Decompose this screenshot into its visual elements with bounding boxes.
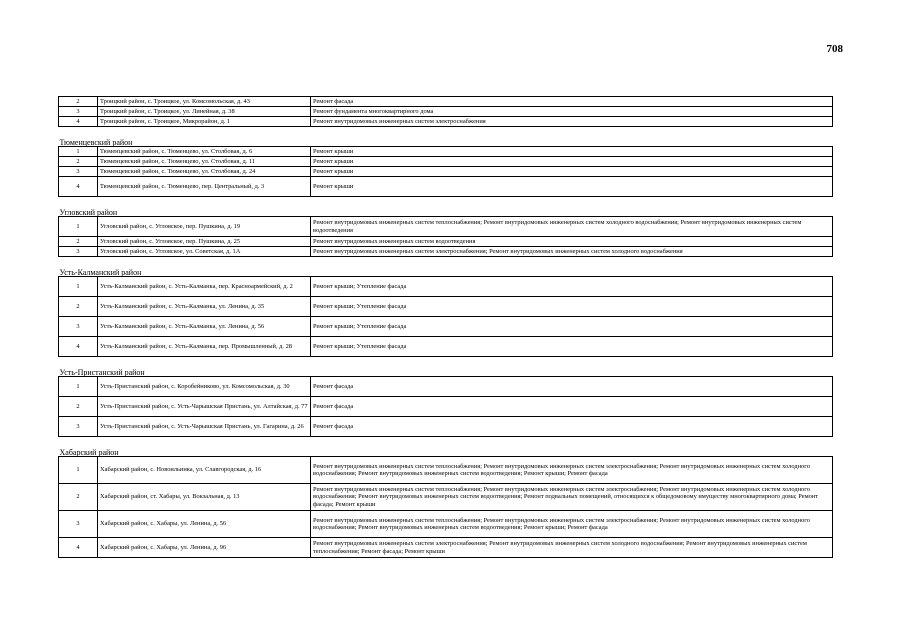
row-address: Троицкий район, с. Троицкое, Микрорайон, д. 1 — [98, 117, 311, 127]
table-row — [59, 97, 833, 107]
row-address: Тюменцевский район, с. Тюменцево, пер. Центральный, д. 3 — [98, 177, 311, 197]
region-header — [59, 437, 833, 457]
row-address: Хабарский район, ст. Хабары, ул. Вокзальная, д. 13 — [98, 484, 311, 511]
row-work: Ремонт фасада — [311, 377, 833, 397]
row-number: 3 — [59, 511, 98, 538]
row-address: Угловский район, с. Угловское, ул. Советская, д. 1А — [98, 247, 311, 257]
table-row — [59, 511, 833, 538]
row-number: 1 — [59, 277, 98, 297]
row-work: Ремонт крыши; Утепление фасада — [311, 277, 833, 297]
row-address: Хабарский район, с. Новоильинка, ул. Славгородская, д. 16 — [98, 457, 311, 484]
row-number: 1 — [59, 377, 98, 397]
row-work: Ремонт крыши — [311, 147, 833, 157]
page-number: 708 — [826, 43, 843, 55]
table-row — [59, 177, 833, 197]
table-row — [59, 247, 833, 257]
row-work: Ремонт фасада — [311, 397, 833, 417]
row-work: Ремонт крыши; Утепление фасада — [311, 317, 833, 337]
row-work: Ремонт фундамента многоквартирного дома — [311, 107, 833, 117]
table-row — [59, 317, 833, 337]
table-row — [59, 297, 833, 317]
row-address: Тюменцевский район, с. Тюменцево, ул. Столбовая, д. 11 — [98, 157, 311, 167]
row-work: Ремонт фасада — [311, 417, 833, 437]
row-work: Ремонт внутридомовых инженерных систем теплоснабжения; Ремонт внутридомовых инженерных систем холодного водоснабжения; Ремонт внутридомовых инженерных систем водоотведения — [311, 217, 833, 237]
table-row — [59, 277, 833, 297]
row-work: Ремонт внутридомовых инженерных систем электроснабжения; Ремонт внутридомовых инженерных систем холодного водоснабжения — [311, 247, 833, 257]
row-address: Усть-Калманский район, с. Усть-Калманка, пер. Красноармейский, д. 2 — [98, 277, 311, 297]
row-number: 1 — [59, 217, 98, 237]
row-work: Ремонт фасада — [311, 97, 833, 107]
row-address: Хабарский район, с. Хабары, ул. Ленина, д. 56 — [98, 511, 311, 538]
region-title: Угловский район — [59, 197, 833, 217]
row-address: Троицкий район, с. Троицкое, ул. Комсомольская, д. 43 — [98, 97, 311, 107]
row-number: 1 — [59, 147, 98, 157]
region-title: Усть-Калманский район — [59, 257, 833, 277]
table-row — [59, 484, 833, 511]
table-row — [59, 147, 833, 157]
row-work: Ремонт внутридомовых инженерных систем электроснабжения — [311, 117, 833, 127]
table-row — [59, 397, 833, 417]
row-address: Тюменцевский район, с. Тюменцево, ул. Столбовая, д. 24 — [98, 167, 311, 177]
row-number: 3 — [59, 417, 98, 437]
row-work: Ремонт крыши — [311, 157, 833, 167]
row-address: Усть-Пристанский район, с. Усть-Чарышская Пристань, ул. Алтайская, д. 77 — [98, 397, 311, 417]
region-title: Хабарский район — [59, 437, 833, 457]
row-number: 3 — [59, 167, 98, 177]
row-work: Ремонт внутридомовых инженерных систем теплоснабжения; Ремонт внутридомовых инженерных систем электроснабжения; Ремонт внутридомовых инженерных систем холодного водоснабжения; Ремонт внутридомовых инженерных систем водоотведения; Ремонт подвальных помещений, относящихся к общедомовому имуществу многоквартирного дома; Ремонт фасада; Ремонт крыши — [311, 484, 833, 511]
row-work: Ремонт внутридомовых инженерных систем электроснабжения; Ремонт внутридомовых инженерных систем холодного водоснабжения; Ремонт внутридомовых инженерных систем теплоснабжения; Ремонт фасада; Ремонт крыши — [311, 538, 833, 558]
row-number: 2 — [59, 237, 98, 247]
row-work: Ремонт внутридомовых инженерных систем теплоснабжения; Ремонт внутридомовых инженерных систем электроснабжения; Ремонт внутридомовых инженерных систем холодного водоснабжения; Ремонт внутридомовых инженерных систем водоотведения; Ремонт крыши; Ремонт фасада — [311, 457, 833, 484]
table-row — [59, 157, 833, 167]
table-row — [59, 377, 833, 397]
table-row — [59, 337, 833, 357]
row-number: 4 — [59, 177, 98, 197]
row-number: 3 — [59, 317, 98, 337]
region-header — [59, 127, 833, 147]
row-address: Усть-Калманский район, с. Усть-Калманка, пер. Промышленный, д. 28 — [98, 337, 311, 357]
row-work: Ремонт внутридомовых инженерных систем водоотведения — [311, 237, 833, 247]
row-work: Ремонт крыши; Утепление фасада — [311, 337, 833, 357]
row-address: Тюменцевский район, с. Тюменцево, ул. Столбовая, д. 6 — [98, 147, 311, 157]
table-row — [59, 107, 833, 117]
row-address: Усть-Калманский район, с. Усть-Калманка, ул. Ленина, д. 35 — [98, 297, 311, 317]
table-row — [59, 417, 833, 437]
table-row — [59, 117, 833, 127]
row-number: 2 — [59, 484, 98, 511]
table-row — [59, 237, 833, 247]
table-row — [59, 457, 833, 484]
row-address: Троицкий район, с. Троицкое, ул. Линейная, д. 38 — [98, 107, 311, 117]
row-number: 4 — [59, 538, 98, 558]
row-number: 2 — [59, 397, 98, 417]
row-number: 2 — [59, 97, 98, 107]
region-header — [59, 197, 833, 217]
row-number: 4 — [59, 117, 98, 127]
row-number: 1 — [59, 457, 98, 484]
region-title: Усть-Пристанский район — [59, 357, 833, 377]
row-number: 4 — [59, 337, 98, 357]
row-work: Ремонт крыши — [311, 177, 833, 197]
row-number: 3 — [59, 107, 98, 117]
row-address: Усть-Пристанский район, с. Коробейниково, ул. Комсомольская, д. 30 — [98, 377, 311, 397]
row-number: 2 — [59, 157, 98, 167]
table-row — [59, 538, 833, 558]
row-number: 2 — [59, 297, 98, 317]
row-address: Угловский район, с. Угловское, пер. Пушкина, д. 19 — [98, 217, 311, 237]
row-address: Усть-Калманский район, с. Усть-Калманка, ул. Ленина, д. 56 — [98, 317, 311, 337]
row-address: Усть-Пристанский район, с. Усть-Чарышская Пристань, ул. Гагарина, д. 26 — [98, 417, 311, 437]
region-header — [59, 257, 833, 277]
region-header — [59, 357, 833, 377]
repair-program-table — [58, 96, 833, 558]
row-work: Ремонт внутридомовых инженерных систем теплоснабжения; Ремонт внутридомовых инженерных систем электроснабжения; Ремонт внутридомовых инженерных систем холодного водоснабжения; Ремонт внутридомовых инженерных систем водоотведения; Ремонт крыши; Ремонт фасада — [311, 511, 833, 538]
row-address: Хабарский район, с. Хабары, ул. Ленина, д. 96 — [98, 538, 311, 558]
table-row — [59, 217, 833, 237]
table-row — [59, 167, 833, 177]
row-work: Ремонт крыши — [311, 167, 833, 177]
row-number: 3 — [59, 247, 98, 257]
row-work: Ремонт крыши; Утепление фасада — [311, 297, 833, 317]
region-title: Тюменцевский район — [59, 127, 833, 147]
row-address: Угловский район, с. Угловское, пер. Пушкина, д. 25 — [98, 237, 311, 247]
